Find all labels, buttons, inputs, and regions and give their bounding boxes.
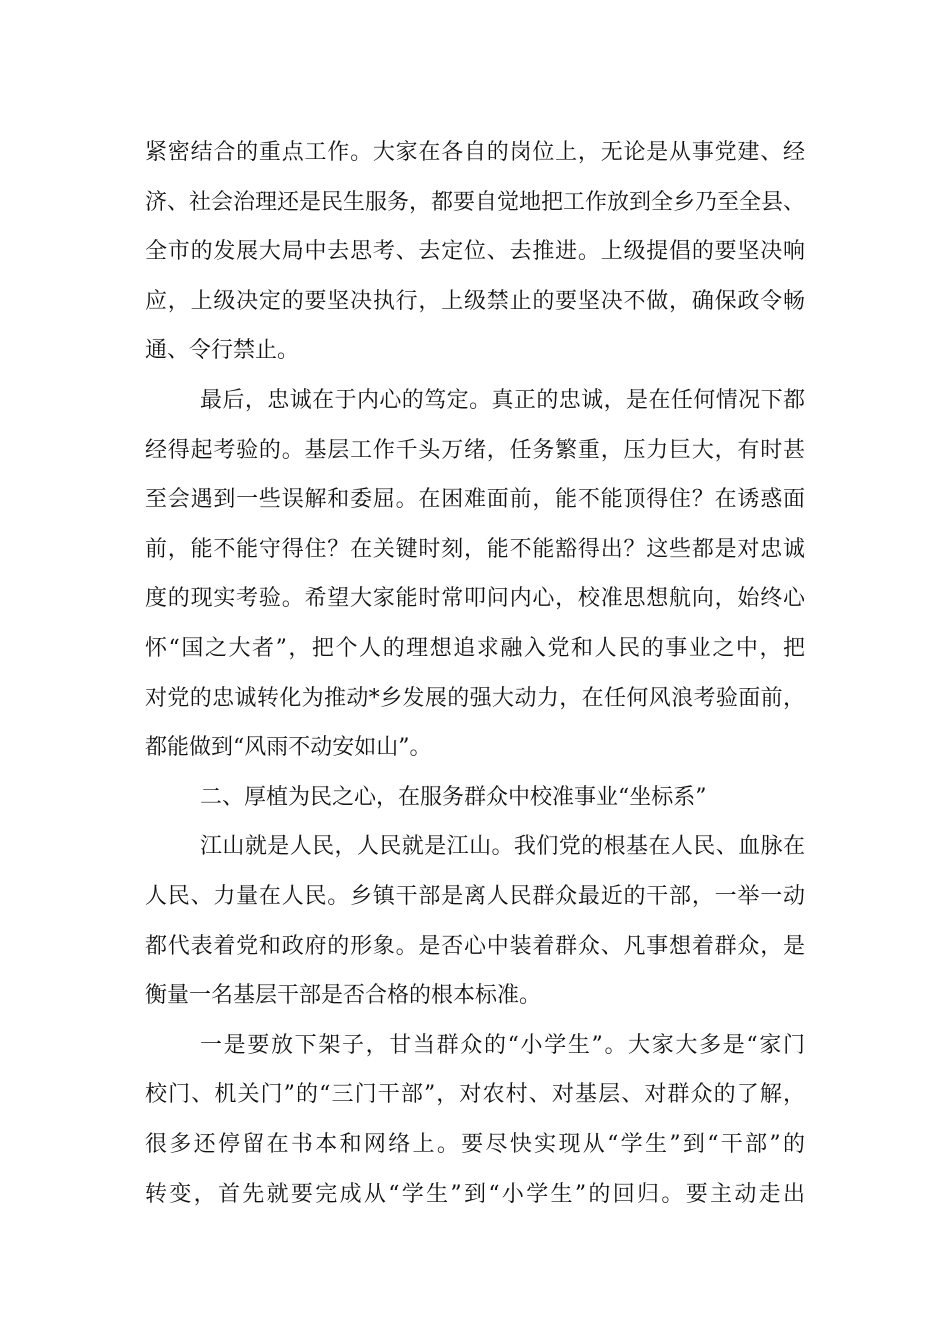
text-line: 对党的忠诚转化为推动*乡发展的强大动力，在任何风浪考验面前， [145,685,805,711]
text-line: 衡量一名基层干部是否合格的根本标准。 [145,983,542,1009]
text-line: 校门、机关门”的“三门干部”，对农村、对基层、对群众的了解， [145,1082,805,1108]
text-line: 济、社会治理还是民生服务，都要自觉地把工作放到全乡乃至全县、 [145,189,806,215]
text-line: 度的现实考验。希望大家能时常叩问内心，校准思想航向，始终心 [145,586,805,612]
text-line: 通、令行禁止。 [145,338,300,364]
text-line: 经得起考验的。基层工作千头万绪，任务繁重，压力巨大，有时甚 [145,437,805,463]
text-line: 都代表着党和政府的形象。是否心中装着群众、凡事想着群众，是 [145,933,805,959]
text-line: 最后，忠诚在于内心的笃定。真正的忠诚，是在任何情况下都 [200,388,805,413]
text-line: 前，能不能守得住？在关键时刻，能不能豁得出？这些都是对忠诚 [145,536,805,562]
text-line: 人民、力量在人民。乡镇干部是离人民群众最近的干部，一举一动 [145,884,805,909]
text-line: 紧密结合的重点工作。大家在各自的岗位上，无论是从事党建、经 [145,140,805,165]
text-line: 怀“国之大者”，把个人的理想追求融入党和人民的事业之中，把 [145,636,805,661]
text-line: 江山就是人民，人民就是江山。我们党的根基在人民、血脉在 [200,834,805,860]
text-line: 很多还停留在书本和网络上。要尽快实现从“学生”到“干部”的 [145,1132,805,1157]
text-line: 一是要放下架子，甘当群众的“小学生”。大家大多是“家门 [200,1032,805,1058]
text-line: 都能做到“风雨不动安如山”。 [145,735,432,761]
text-line: 应，上级决定的要坚决执行，上级禁止的要坚决不做，确保政令畅 [145,288,805,314]
text-line: 二、厚植为民之心，在服务群众中校准事业“坐标系” [200,784,707,810]
text-line: 全市的发展大局中去思考、去定位、去推进。上级提倡的要坚决响 [145,239,805,265]
text-line: 至会遇到一些误解和委屈。在困难面前，能不能顶得住？在诱惑面 [145,487,805,513]
text-line: 转变，首先就要完成从“学生”到“小学生”的回归。要主动走出 [145,1181,805,1207]
